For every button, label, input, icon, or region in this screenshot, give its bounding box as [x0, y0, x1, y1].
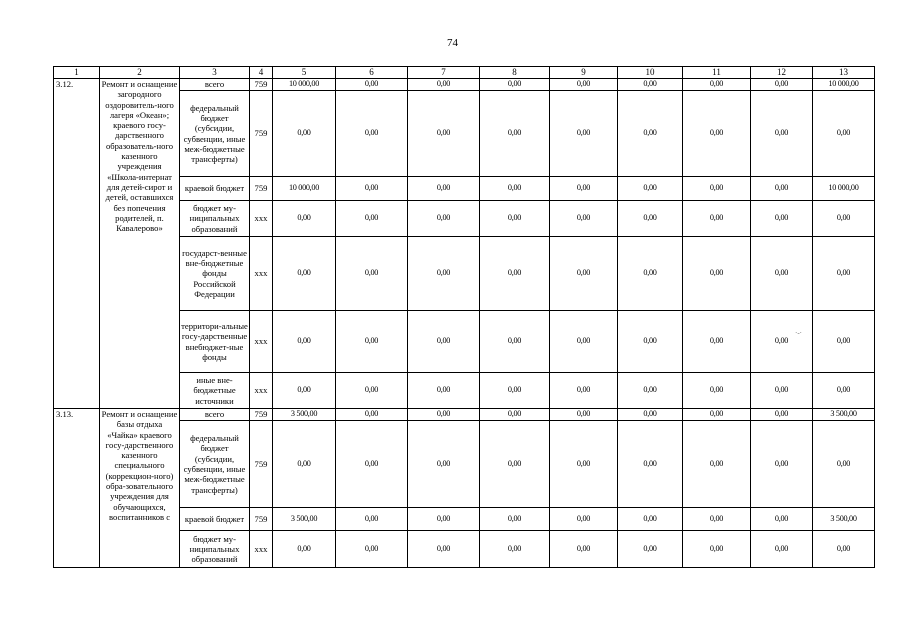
- funding-source: краевой бюджет: [180, 508, 250, 531]
- column-number: 9: [550, 67, 618, 79]
- amount-cell: 0,00: [336, 373, 408, 409]
- amount-cell: 0,00: [480, 531, 550, 568]
- column-number: 12: [751, 67, 813, 79]
- item-name: Ремонт и оснащение базы отдыха «Чайка» краевого госу-дарственного казенного специального (коррекцион-ного) обра-зовательного учреждения для обучающихся, воспитанников с: [100, 409, 180, 568]
- column-number: 7: [408, 67, 480, 79]
- budget-code: ххх: [250, 237, 273, 311]
- budget-code: 759: [250, 409, 273, 421]
- amount-cell: 0,00: [273, 421, 336, 508]
- amount-cell: 0,00: [550, 91, 618, 177]
- amount-cell: 3 500,00: [273, 508, 336, 531]
- amount-cell: 0,00: [273, 311, 336, 373]
- amount-cell: 0,00: [550, 201, 618, 237]
- amount-cell: 0,00: [408, 201, 480, 237]
- amount-cell: 10 000,00: [813, 177, 875, 201]
- budget-code: ххх: [250, 373, 273, 409]
- budget-table: [53, 66, 875, 568]
- amount-cell: 0,00: [683, 201, 751, 237]
- amount-cell: 0,00: [550, 508, 618, 531]
- amount-cell: 0,00: [751, 409, 813, 421]
- amount-cell: 0,00: [683, 91, 751, 177]
- item-number: 3.12.: [54, 79, 100, 409]
- page-number: 74: [447, 37, 458, 49]
- column-number: 4: [250, 67, 273, 79]
- amount-cell: 0,00: [618, 201, 683, 237]
- amount-cell: 0,00: [550, 311, 618, 373]
- amount-cell: 0,00: [751, 177, 813, 201]
- funding-source: федеральный бюджет (субсидии, субвенции, иные меж-бюджетные трансферты): [180, 421, 250, 508]
- amount-cell: 0,00: [408, 237, 480, 311]
- funding-source: государст-венные вне-бюджетные фонды Российской Федерации: [180, 237, 250, 311]
- amount-cell: 0,00: [683, 177, 751, 201]
- amount-cell: 0,00: [480, 91, 550, 177]
- column-number: 10: [618, 67, 683, 79]
- amount-cell: 0,00: [618, 508, 683, 531]
- column-number: 8: [480, 67, 550, 79]
- amount-cell: 0,00: [751, 201, 813, 237]
- column-number-row: [54, 67, 875, 79]
- amount-cell: 0,00: [336, 421, 408, 508]
- amount-cell: 0,00: [480, 177, 550, 201]
- amount-cell: 0,00: [480, 201, 550, 237]
- funding-source: краевой бюджет: [180, 177, 250, 201]
- amount-cell: 0,00: [751, 91, 813, 177]
- amount-cell: 0,00: [480, 508, 550, 531]
- amount-cell: 3 500,00: [813, 508, 875, 531]
- amount-cell: 0,00: [618, 311, 683, 373]
- amount-cell: 0,00: [550, 409, 618, 421]
- amount-cell: 0,00: [480, 237, 550, 311]
- amount-cell: 0,00: [813, 421, 875, 508]
- amount-cell: 0,00: [273, 91, 336, 177]
- budget-code: 759: [250, 508, 273, 531]
- amount-cell: 0,00: [683, 531, 751, 568]
- amount-cell: 0,00: [336, 237, 408, 311]
- item-number: 3.13.: [54, 409, 100, 568]
- budget-code: ххх: [250, 311, 273, 373]
- amount-cell: 0,00: [408, 311, 480, 373]
- amount-cell: 0,00: [336, 91, 408, 177]
- amount-cell: 0,00: [408, 508, 480, 531]
- funding-source: территори-альные госу-дарственные внебюджет-ные фонды: [180, 311, 250, 373]
- amount-cell: 0,00: [813, 373, 875, 409]
- amount-cell: 10 000,00: [273, 177, 336, 201]
- amount-cell: 0,00: [618, 373, 683, 409]
- amount-cell: 0,00: [336, 79, 408, 91]
- amount-cell: 3 500,00: [273, 409, 336, 421]
- column-number: 3: [180, 67, 250, 79]
- amount-cell: 0,00: [550, 531, 618, 568]
- amount-cell: 0,00: [618, 91, 683, 177]
- amount-cell: 10 000,00: [273, 79, 336, 91]
- amount-cell: 0,00: [336, 311, 408, 373]
- amount-cell: 0,00: [336, 508, 408, 531]
- amount-cell: 0,00: [813, 91, 875, 177]
- amount-cell: 0,00: [683, 508, 751, 531]
- amount-cell: 0,00: [751, 421, 813, 508]
- amount-cell: 0,00: [618, 177, 683, 201]
- amount-cell: 0,00: [408, 409, 480, 421]
- amount-cell: 0,00: [618, 421, 683, 508]
- amount-cell: 10 000,00: [813, 79, 875, 91]
- amount-cell: 0,00: [618, 237, 683, 311]
- funding-source: иные вне-бюджетные источники: [180, 373, 250, 409]
- amount-cell: 0,00: [813, 237, 875, 311]
- amount-cell: 0,00: [751, 531, 813, 568]
- column-number: 5: [273, 67, 336, 79]
- column-number: 13: [813, 67, 875, 79]
- column-number: 2: [100, 67, 180, 79]
- amount-cell: 0,00: [813, 201, 875, 237]
- table-row: [54, 79, 875, 91]
- amount-cell: 0,00: [550, 177, 618, 201]
- amount-cell: 0,00: [273, 237, 336, 311]
- amount-cell: 0,00: [618, 79, 683, 91]
- amount-cell: 0,00: [550, 237, 618, 311]
- amount-cell: 0,00: [336, 409, 408, 421]
- amount-cell: 0,00: [550, 79, 618, 91]
- amount-cell: 0,00: [683, 373, 751, 409]
- amount-cell: 0,00: [751, 237, 813, 311]
- amount-cell: 0,00: [408, 91, 480, 177]
- amount-cell: 0,00: [480, 373, 550, 409]
- funding-source: всего: [180, 409, 250, 421]
- amount-cell: 0,00: [751, 79, 813, 91]
- amount-cell: 0,00: [683, 311, 751, 373]
- funding-source: бюджет му-ниципальных образований: [180, 531, 250, 568]
- amount-cell: 0,00: [550, 421, 618, 508]
- amount-cell: 0,00: [408, 177, 480, 201]
- column-number: 11: [683, 67, 751, 79]
- amount-cell: 0,00: [273, 531, 336, 568]
- amount-cell: 0,00: [336, 531, 408, 568]
- amount-cell: 0,00: [336, 201, 408, 237]
- amount-cell: 0,00: [618, 409, 683, 421]
- amount-cell: 0,00: [480, 79, 550, 91]
- budget-code: 759: [250, 91, 273, 177]
- amount-cell: 0,00: [336, 177, 408, 201]
- amount-cell: 0,00: [683, 409, 751, 421]
- budget-code: 759: [250, 421, 273, 508]
- amount-cell: 0,00: [751, 373, 813, 409]
- funding-source: всего: [180, 79, 250, 91]
- amount-cell: 0,00: [618, 531, 683, 568]
- table-row: [54, 409, 875, 421]
- amount-cell: 0,00: [408, 79, 480, 91]
- item-name: Ремонт и оснащение загородного оздоровитель-ного лагеря «Океан»; краевого госу-дарственного образователь-ного казенного учреждения «Школа-интернат для детей-сирот и детей, оставшихся без попечения родителей, п. Кавалерово»: [100, 79, 180, 409]
- budget-code: 759: [250, 79, 273, 91]
- amount-cell: 0,00: [683, 79, 751, 91]
- amount-cell: 0,00: [408, 421, 480, 508]
- amount-cell: 0,00: [550, 373, 618, 409]
- amount-cell: 3 500,00: [813, 409, 875, 421]
- funding-source: бюджет му-ниципальных образований: [180, 201, 250, 237]
- amount-cell: 0,00: [408, 531, 480, 568]
- amount-cell: 0,00: [480, 421, 550, 508]
- amount-cell: 0,00: [813, 531, 875, 568]
- column-number: 6: [336, 67, 408, 79]
- amount-cell: 0,00: [683, 237, 751, 311]
- amount-cell: 0,00: [751, 508, 813, 531]
- amount-cell: 0,00: [273, 201, 336, 237]
- column-number: 1: [54, 67, 100, 79]
- budget-code: ххх: [250, 201, 273, 237]
- scan-mark: ·-·: [795, 329, 802, 337]
- amount-cell: 0,00: [683, 421, 751, 508]
- amount-cell: 0,00: [751, 311, 813, 373]
- budget-code: 759: [250, 177, 273, 201]
- budget-code: ххх: [250, 531, 273, 568]
- amount-cell: 0,00: [813, 311, 875, 373]
- amount-cell: 0,00: [480, 409, 550, 421]
- amount-cell: 0,00: [480, 311, 550, 373]
- amount-cell: 0,00: [273, 373, 336, 409]
- amount-cell: 0,00: [408, 373, 480, 409]
- funding-source: федеральный бюджет (субсидии, субвенции, иные меж-бюджетные трансферты): [180, 91, 250, 177]
